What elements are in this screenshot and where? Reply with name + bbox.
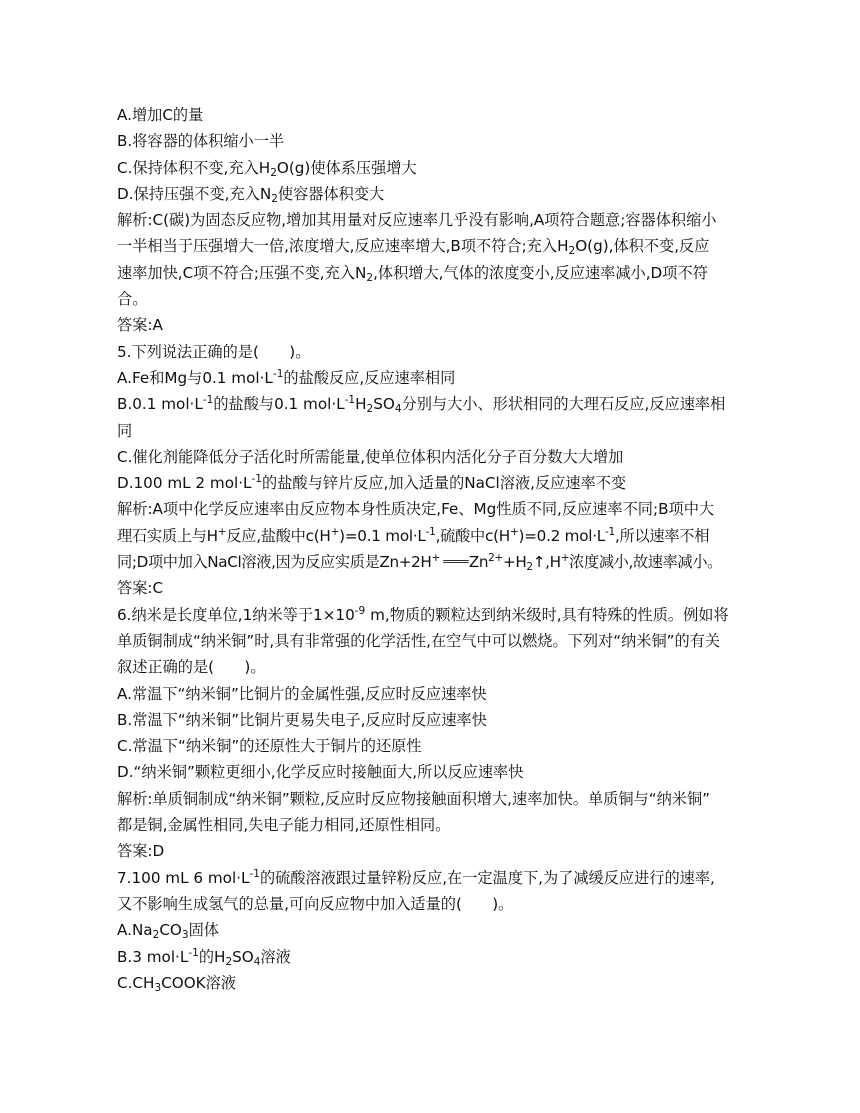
q6-stem-line-1: 6.纳米是长度单位,1纳米等于$1\times 10^{-9}$ m,物质的颗粒达到纳米级时,具有特殊的性质。例如将 — [117, 604, 729, 624]
q5-stem: 5.下列说法正确的是( )。 — [117, 342, 311, 361]
q5-explanation-line-3: 同;D项中加入NaCl溶液,因为反应实质是$Zn+2H^+==== Zn^{2+}+H_2↑,H^+$浓度减小,故速率减小。 — [117, 549, 742, 575]
q5-option-d: D.100 mL 2 $mol\cdot L^{-1}$的盐酸与锌片反应,加入适量的NaCl溶液,反应速率不变 — [117, 473, 627, 493]
q6-explanation-line-1: 解析:单质铜制成“纳米铜”颗粒,反应时反应物接触面积增大,速率加快。单质铜与“纳米铜” — [117, 789, 710, 808]
q6-explanation-line-2: 都是铜,金属性相同,失电子能力相同,还原性相同。 — [117, 816, 451, 835]
q5-explanation-line-1: 解析:A项中化学反应速率由反应物本身性质决定,Fe、Mg性质不同,反应速率不同;B项中大 — [117, 500, 715, 519]
q4-explanation-line-1: 解析:C(碳)为固态反应物,增加其用量对反应速率几乎没有影响,A项符合题意;容器体积缩小 — [117, 211, 717, 230]
q7-stem-line-1: 7.100 mL 6 $mol\cdot L^{-1}$的硫酸溶液跟过量锌粉反应,在一定温度下,为了减缓反应进行的速率, — [117, 867, 715, 887]
q5-explanation-line-2: 理石实质上与H+反应,盐酸中c(H+)=0.1 $mol\cdot L^{-1}$,硫酸中c(H+)=0.2 $mol\cdot L^{-1}$,所以速率不相 — [117, 525, 710, 545]
q7-option-a: $A.Na_2CO_3$固体 — [117, 921, 219, 942]
reaction-equals-sign — [442, 549, 467, 575]
q4-option-b: B.将容器的体积缩小一半 — [117, 132, 285, 151]
q4-answer: 答案:A — [117, 316, 163, 335]
q4-option-d: D.保持压强不变,充入$N_2$使容器体积变大 — [117, 184, 385, 205]
q5-answer: 答案:C — [117, 579, 164, 598]
q5-option-a: A.Fe和Mg与0.1 $mol\cdot L^{-1}$的盐酸反应,反应速率相同 — [117, 367, 456, 387]
q6-stem-line-2: 单质铜制成“纳米铜”时,具有非常强的化学活性,在空气中可以燃烧。下列对“纳米铜”的有关 — [117, 631, 721, 650]
q7-stem-line-2: 又不影响生成氢气的总量,可向反应物中加入适量的( )。 — [117, 894, 514, 913]
q6-answer: 答案:D — [117, 842, 165, 861]
q7-option-b: B.3 $mol\cdot L^{-1}$的$H_2SO_4$溶液 — [117, 946, 291, 968]
q6-option-c: C.常温下“纳米铜”的还原性大于铜片的还原性 — [117, 737, 422, 756]
q4-explanation-line-3: 速率加快,C项不符合;压强不变,充入$N_2$,体积增大,气体的浓度变小,反应速率减小,D项不符 — [117, 263, 708, 284]
document-page — [117, 102, 742, 996]
q6-stem-line-3: 叙述正确的是( )。 — [117, 658, 266, 677]
q5-option-b-line-1: B.0.1 $mol\cdot L^{-1}$的盐酸与0.1 $mol\cdot L^{-1}H_2SO_4$分别与大小、形状相同的大理石反应,反应速率相 — [117, 394, 726, 416]
q7-option-c: $C.CH_3COOK$溶液 — [117, 973, 237, 994]
q5-option-c: C.催化剂能降低分子活化时所需能量,使单位体积内活化分子百分数大大增加 — [117, 447, 624, 466]
q6-option-d: D.“纳米铜”颗粒更细小,化学反应时接触面大,所以反应速率快 — [117, 763, 524, 782]
q6-option-b: B.常温下“纳米铜”比铜片更易失电子,反应时反应速率快 — [117, 710, 487, 729]
q4-option-a: A.增加C的量 — [117, 106, 204, 124]
q4-explanation-line-2: 一半相当于压强增大一倍,浓度增大,反应速率增大,B项不符合;充入$H_2O(g)$,体积不变,反应 — [117, 237, 710, 258]
q4-explanation-line-4: 合。 — [117, 290, 148, 309]
q6-option-a: A.常温下“纳米铜”比铜片的金属性强,反应时反应速率快 — [117, 684, 487, 703]
q5-option-b-line-2: 同 — [117, 421, 133, 440]
q4-option-c: C.保持体积不变,充入$H_2O(g)$使体系压强增大 — [117, 158, 417, 179]
